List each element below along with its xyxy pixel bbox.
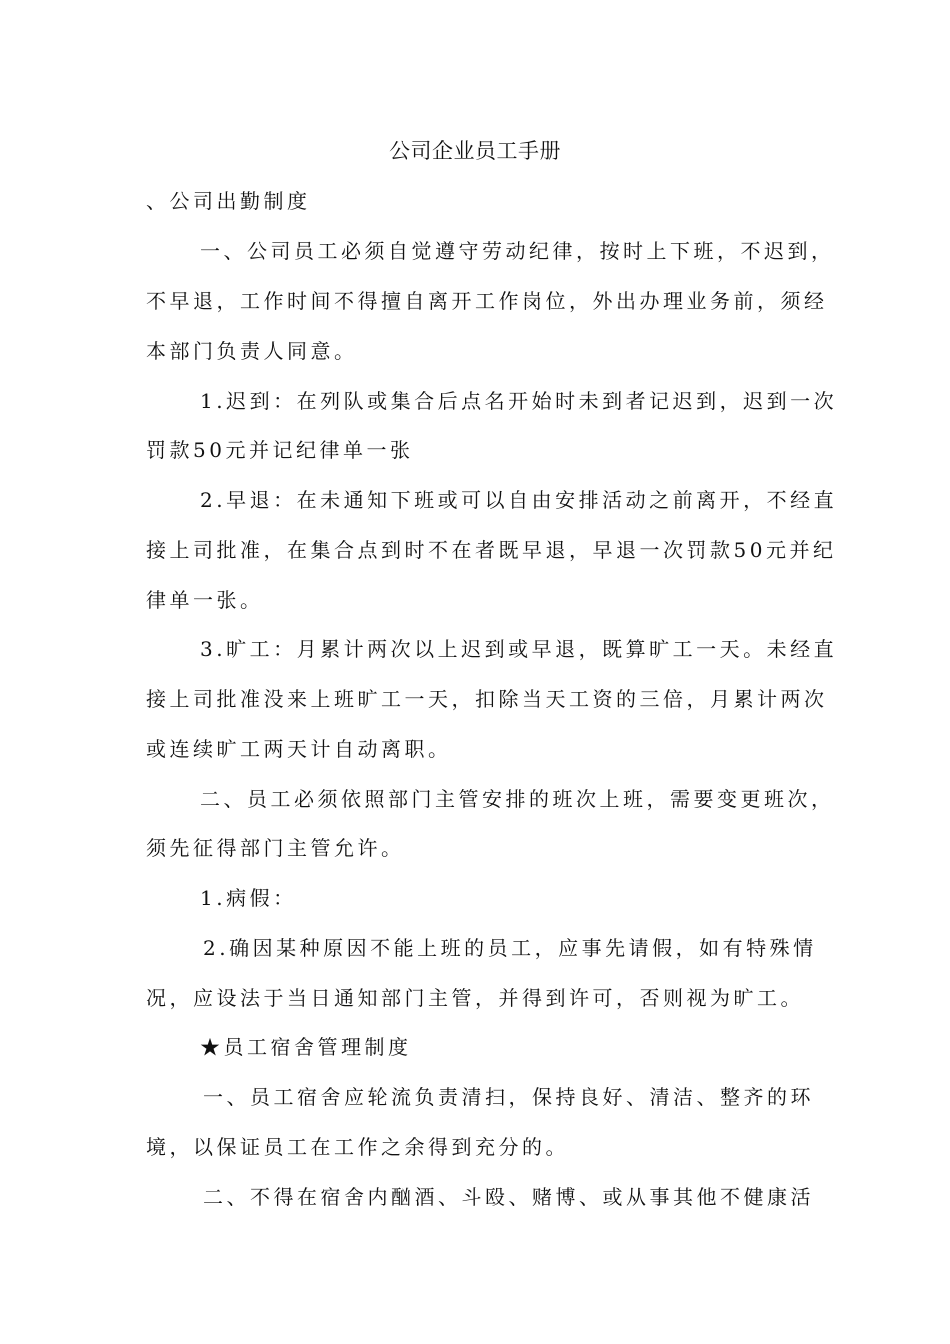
paragraph-line: 境，以保证员工在工作之余得到充分的。 xyxy=(146,1135,569,1159)
section-heading-attendance: 、公司出勤制度 xyxy=(146,189,311,213)
paragraph-line: 须先征得部门主管允许。 xyxy=(146,836,405,860)
paragraph-line: 二、员工必须依照部门主管安排的班次上班，需要变更班次， xyxy=(200,787,835,811)
paragraph-line: 接上司批准，在集合点到时不在者既早退，早退一次罚款50元并纪 xyxy=(146,538,837,562)
paragraph-line: 不早退，工作时间不得擅自离开工作岗位，外出办理业务前，须经 xyxy=(146,289,828,313)
paragraph-line: 律单一张。 xyxy=(146,588,264,612)
document-title: 公司企业员工手册 xyxy=(389,139,561,163)
paragraph-line: 本部门负责人同意。 xyxy=(146,339,358,363)
paragraph-line: 况，应设法于当日通知部门主管，并得到许可，否则视为旷工。 xyxy=(146,986,804,1010)
paragraph-line: 1.病假： xyxy=(200,886,297,910)
section-heading-dormitory: ★员工宿舍管理制度 xyxy=(200,1035,412,1059)
paragraph-line: 罚款50元并记纪律单一张 xyxy=(146,438,414,462)
paragraph-line: 3.旷工：月累计两次以上迟到或早退，既算旷工一天。未经直 xyxy=(200,637,838,661)
paragraph-line: 一、员工宿舍应轮流负责清扫，保持良好、清洁、整齐的环 xyxy=(203,1085,814,1109)
paragraph-line: 一、公司员工必须自觉遵守劳动纪律，按时上下班，不迟到， xyxy=(200,239,835,263)
paragraph-line: 2.早退：在未通知下班或可以自由安排活动之前离开，不经直 xyxy=(200,488,838,512)
paragraph-line: 2.确因某种原因不能上班的员工，应事先请假，如有特殊情 xyxy=(203,936,817,960)
paragraph-line: 或连续旷工两天计自动离职。 xyxy=(146,737,452,761)
paragraph-line: 二、不得在宿舍内酗酒、斗殴、赌博、或从事其他不健康活 xyxy=(203,1185,814,1209)
paragraph-line: 1.迟到：在列队或集合后点名开始时未到者记迟到，迟到一次 xyxy=(200,389,838,413)
paragraph-line: 接上司批准没来上班旷工一天，扣除当天工资的三倍，月累计两次 xyxy=(146,687,828,711)
